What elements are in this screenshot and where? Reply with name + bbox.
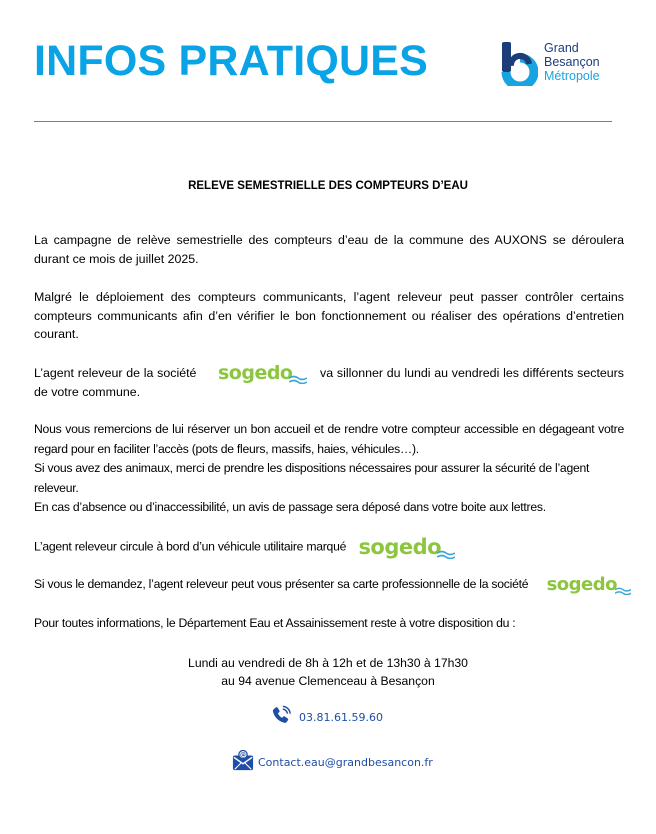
paragraph-access-request: Nous vous remercions de lui réserver un bon accueil et de rendre votre compteur accessible en dégageant votre regard pour en faciliter l’accès (pots de fleurs, massifs, haies, véhicules…). bbox=[34, 422, 624, 456]
paragraph-professional-card bbox=[34, 575, 624, 595]
paragraph-agent-company-start: L’agent releveur de la société bbox=[34, 366, 197, 380]
paragraph-communicating-meters: Malgré le déploiement des compteurs communicants, l’agent releveur peut passer contrôler certains compteurs communicants afin d’en vérifier le bon fonctionnement ou réaliser des opérations d’entretien courant. bbox=[34, 290, 624, 341]
sogedo-logo-vehicle bbox=[358, 537, 441, 558]
phone-icon bbox=[270, 705, 292, 730]
header-divider bbox=[34, 121, 612, 122]
phone-number[interactable]: 03.81.61.59.60 bbox=[299, 711, 383, 724]
logo-line-metropole: Métropole bbox=[544, 69, 600, 83]
sogedo-wave-icon bbox=[615, 587, 631, 595]
paragraph-access-animals: Si vous avez des animaux, merci de prendre les dispositions nécessaires pour assurer la sécurité de l’agent releveur. bbox=[34, 461, 590, 495]
paragraph-access bbox=[34, 420, 624, 498]
sogedo-wave-icon bbox=[289, 375, 307, 384]
paragraph-vehicle bbox=[34, 537, 624, 558]
grand-besancon-logo bbox=[500, 42, 630, 86]
page-title: INFOS PRATIQUES bbox=[34, 37, 429, 85]
paragraph-absence: En cas d’absence ou d’inaccessibilité, un avis de passage sera déposé dans votre boite aux lettres. bbox=[34, 500, 546, 514]
grand-besancon-b-logo-icon bbox=[500, 42, 538, 86]
paragraph-vehicle-text: L’agent releveur circule à bord d’un véhicule utilitaire marqué bbox=[34, 539, 347, 554]
paragraph-professional-card-text: Si vous le demandez, l’agent releveur peut vous présenter sa carte professionnelle de la société bbox=[34, 577, 529, 591]
logo-line-grand: Grand bbox=[544, 41, 579, 55]
paragraph-campaign: La campagne de relève semestrielle des compteurs d’eau de la commune des AUXONS se déroulera durant ce mois de juillet 2025. bbox=[34, 233, 624, 266]
sogedo-logo-card-text: sogedo bbox=[546, 573, 617, 595]
phone-contact[interactable] bbox=[270, 705, 383, 730]
sogedo-wave-icon bbox=[437, 550, 455, 559]
sogedo-logo-card bbox=[546, 573, 617, 595]
svg-text:@: @ bbox=[240, 751, 246, 759]
logo-line-besancon: Besançon bbox=[544, 55, 600, 69]
paragraph-information: Pour toutes informations, le Département Eau et Assainissement reste à votre disposition du : bbox=[34, 616, 516, 630]
sogedo-logo-text: sogedo bbox=[217, 362, 293, 385]
document-title: RELEVE SEMESTRIELLE DES COMPTEURS D’EAU bbox=[188, 180, 468, 192]
opening-hours: Lundi au vendredi de 8h à 12h et de 13h30 à 17h30 bbox=[188, 656, 468, 670]
paragraph-agent-company bbox=[34, 364, 624, 402]
sogedo-logo bbox=[218, 364, 293, 383]
email-address[interactable]: Contact.eau@grandbesancon.fr bbox=[258, 756, 433, 769]
envelope-icon bbox=[232, 750, 254, 775]
paragraph-agent-company-end: va sillonner du lundi au vendredi les différents secteurs de votre commune. bbox=[34, 366, 624, 400]
address: au 94 avenue Clemenceau à Besançon bbox=[221, 674, 435, 688]
email-contact[interactable] bbox=[232, 750, 433, 775]
sogedo-logo-vehicle-text: sogedo bbox=[358, 535, 442, 559]
